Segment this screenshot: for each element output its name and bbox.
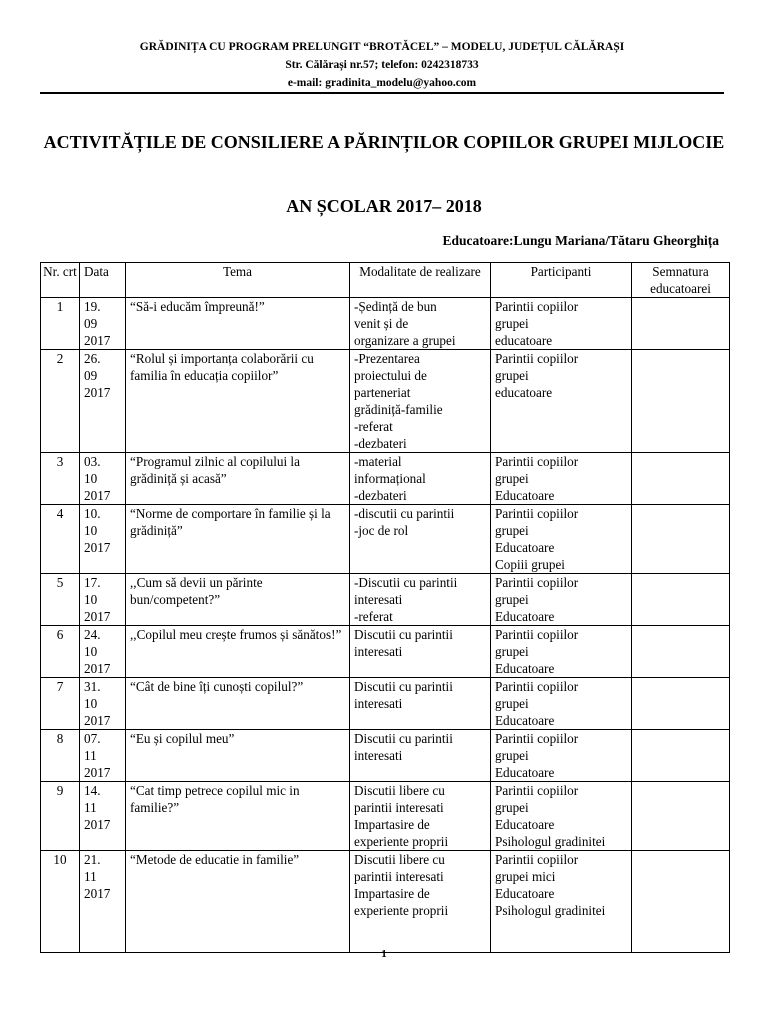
- cell-tema: ,,Cum să devii un părinte bun/competent?”: [126, 574, 350, 626]
- cell-data: 21. 11 2017: [80, 851, 126, 953]
- educators-line: Educatoare:Lungu Mariana/Tătaru Gheorghița: [442, 233, 719, 248]
- cell-participanti: Parintii copiilor grupei educatoare: [491, 350, 632, 453]
- header-tema: Tema: [126, 263, 350, 298]
- cell-participanti: Parintii copiilor grupei Educatoare Copiii grupei: [491, 505, 632, 574]
- activities-table: [40, 262, 730, 953]
- cell-semnatura: [632, 626, 730, 678]
- cell-modalitate: Discutii libere cu parintii interesati Impartasire de experiente proprii: [350, 851, 491, 953]
- cell-tema: “Eu și copilul meu”: [126, 730, 350, 782]
- cell-data: 14. 11 2017: [80, 782, 126, 851]
- cell-data: 19. 09 2017: [80, 298, 126, 350]
- cell-modalitate: -Ședință de bun venit și de organizare a grupei: [350, 298, 491, 350]
- cell-semnatura: [632, 298, 730, 350]
- cell-modalitate: -discutii cu parintii -joc de rol: [350, 505, 491, 574]
- header-participanti: Participanti: [491, 263, 632, 298]
- cell-nr: 9: [41, 782, 80, 851]
- cell-semnatura: [632, 782, 730, 851]
- cell-tema: ,,Copilul meu crește frumos și sănătos!”: [126, 626, 350, 678]
- header-data: Data: [80, 263, 126, 298]
- cell-participanti: Parintii copiilor grupei Educatoare: [491, 626, 632, 678]
- cell-data: 24. 10 2017: [80, 626, 126, 678]
- table-row: [41, 574, 730, 626]
- cell-data: 03. 10 2017: [80, 453, 126, 505]
- cell-participanti: Parintii copiilor grupei educatoare: [491, 298, 632, 350]
- cell-semnatura: [632, 574, 730, 626]
- table-row: [41, 505, 730, 574]
- cell-tema: “Cât de bine îți cunoști copilul?”: [126, 678, 350, 730]
- school-address: Str. Călărași nr.57; telefon: 0242318733: [285, 59, 479, 71]
- cell-nr: 6: [41, 626, 80, 678]
- cell-participanti: Parintii copiilor grupei mici Educatoare Psihologul gradinitei: [491, 851, 632, 953]
- cell-semnatura: [632, 678, 730, 730]
- cell-participanti: Parintii copiilor grupei Educatoare: [491, 730, 632, 782]
- cell-modalitate: -material informațional -dezbateri: [350, 453, 491, 505]
- cell-modalitate: Discutii libere cu parintii interesati Impartasire de experiente proprii: [350, 782, 491, 851]
- cell-data: 31. 10 2017: [80, 678, 126, 730]
- cell-data: 07. 11 2017: [80, 730, 126, 782]
- cell-data: 17. 10 2017: [80, 574, 126, 626]
- cell-participanti: Parintii copiilor grupei Educatoare: [491, 574, 632, 626]
- cell-tema: “Cat timp petrece copilul mic in familie?”: [126, 782, 350, 851]
- header-nr: Nr. crt: [41, 263, 80, 298]
- header-divider: [40, 92, 724, 94]
- cell-semnatura: [632, 453, 730, 505]
- cell-data: 10. 10 2017: [80, 505, 126, 574]
- cell-tema: “Norme de comportare în familie și la grădiniță”: [126, 505, 350, 574]
- cell-nr: 1: [41, 298, 80, 350]
- document-title: ACTIVITĂȚILE DE CONSILIERE A PĂRINȚILOR COPIILOR GRUPEI MIJLOCIE: [43, 132, 725, 152]
- cell-semnatura: [632, 851, 730, 953]
- cell-tema: “Rolul și importanța colaborării cu familia în educația copiilor”: [126, 350, 350, 453]
- cell-participanti: Parintii copiilor grupei Educatoare: [491, 678, 632, 730]
- cell-tema: “Programul zilnic al copilului la grădiniță și acasă”: [126, 453, 350, 505]
- cell-nr: 4: [41, 505, 80, 574]
- school-name: GRĂDINIȚA CU PROGRAM PRELUNGIT “BROTĂCEL” – MODELU, JUDEȚUL CĂLĂRAȘI: [139, 41, 625, 53]
- school-year: AN ȘCOLAR 2017– 2018: [286, 196, 482, 216]
- cell-nr: 5: [41, 574, 80, 626]
- cell-nr: 3: [41, 453, 80, 505]
- letterhead: [40, 38, 724, 92]
- cell-modalitate: -Prezentarea proiectului de parteneriat grădiniță-familie -referat -dezbateri: [350, 350, 491, 453]
- cell-participanti: Parintii copiilor grupei Educatoare: [491, 453, 632, 505]
- cell-semnatura: [632, 505, 730, 574]
- cell-modalitate: Discutii cu parintii interesati: [350, 678, 491, 730]
- table-row: [41, 298, 730, 350]
- cell-nr: 8: [41, 730, 80, 782]
- table-row: [41, 730, 730, 782]
- cell-modalitate: Discutii cu parintii interesati: [350, 626, 491, 678]
- table-row: [41, 678, 730, 730]
- table-header-row: [41, 263, 730, 298]
- header-modalitate: Modalitate de realizare: [350, 263, 491, 298]
- header-semnatura: Semnatura educatoarei: [632, 263, 730, 298]
- school-email: e-mail: gradinita_modelu@yahoo.com: [287, 77, 477, 89]
- table-row: [41, 626, 730, 678]
- table-row: [41, 453, 730, 505]
- page-number: 1: [381, 948, 387, 960]
- cell-tema: “Să-i educăm împreună!”: [126, 298, 350, 350]
- table-row: [41, 782, 730, 851]
- cell-nr: 2: [41, 350, 80, 453]
- cell-semnatura: [632, 730, 730, 782]
- table-row: [41, 350, 730, 453]
- cell-tema: “Metode de educatie in familie”: [126, 851, 350, 953]
- cell-semnatura: [632, 350, 730, 453]
- cell-modalitate: Discutii cu parintii interesati: [350, 730, 491, 782]
- cell-nr: 7: [41, 678, 80, 730]
- table-row: [41, 851, 730, 953]
- cell-nr: 10: [41, 851, 80, 953]
- cell-data: 26. 09 2017: [80, 350, 126, 453]
- cell-modalitate: -Discutii cu parintii interesati -referat: [350, 574, 491, 626]
- cell-participanti: Parintii copiilor grupei Educatoare Psihologul gradinitei: [491, 782, 632, 851]
